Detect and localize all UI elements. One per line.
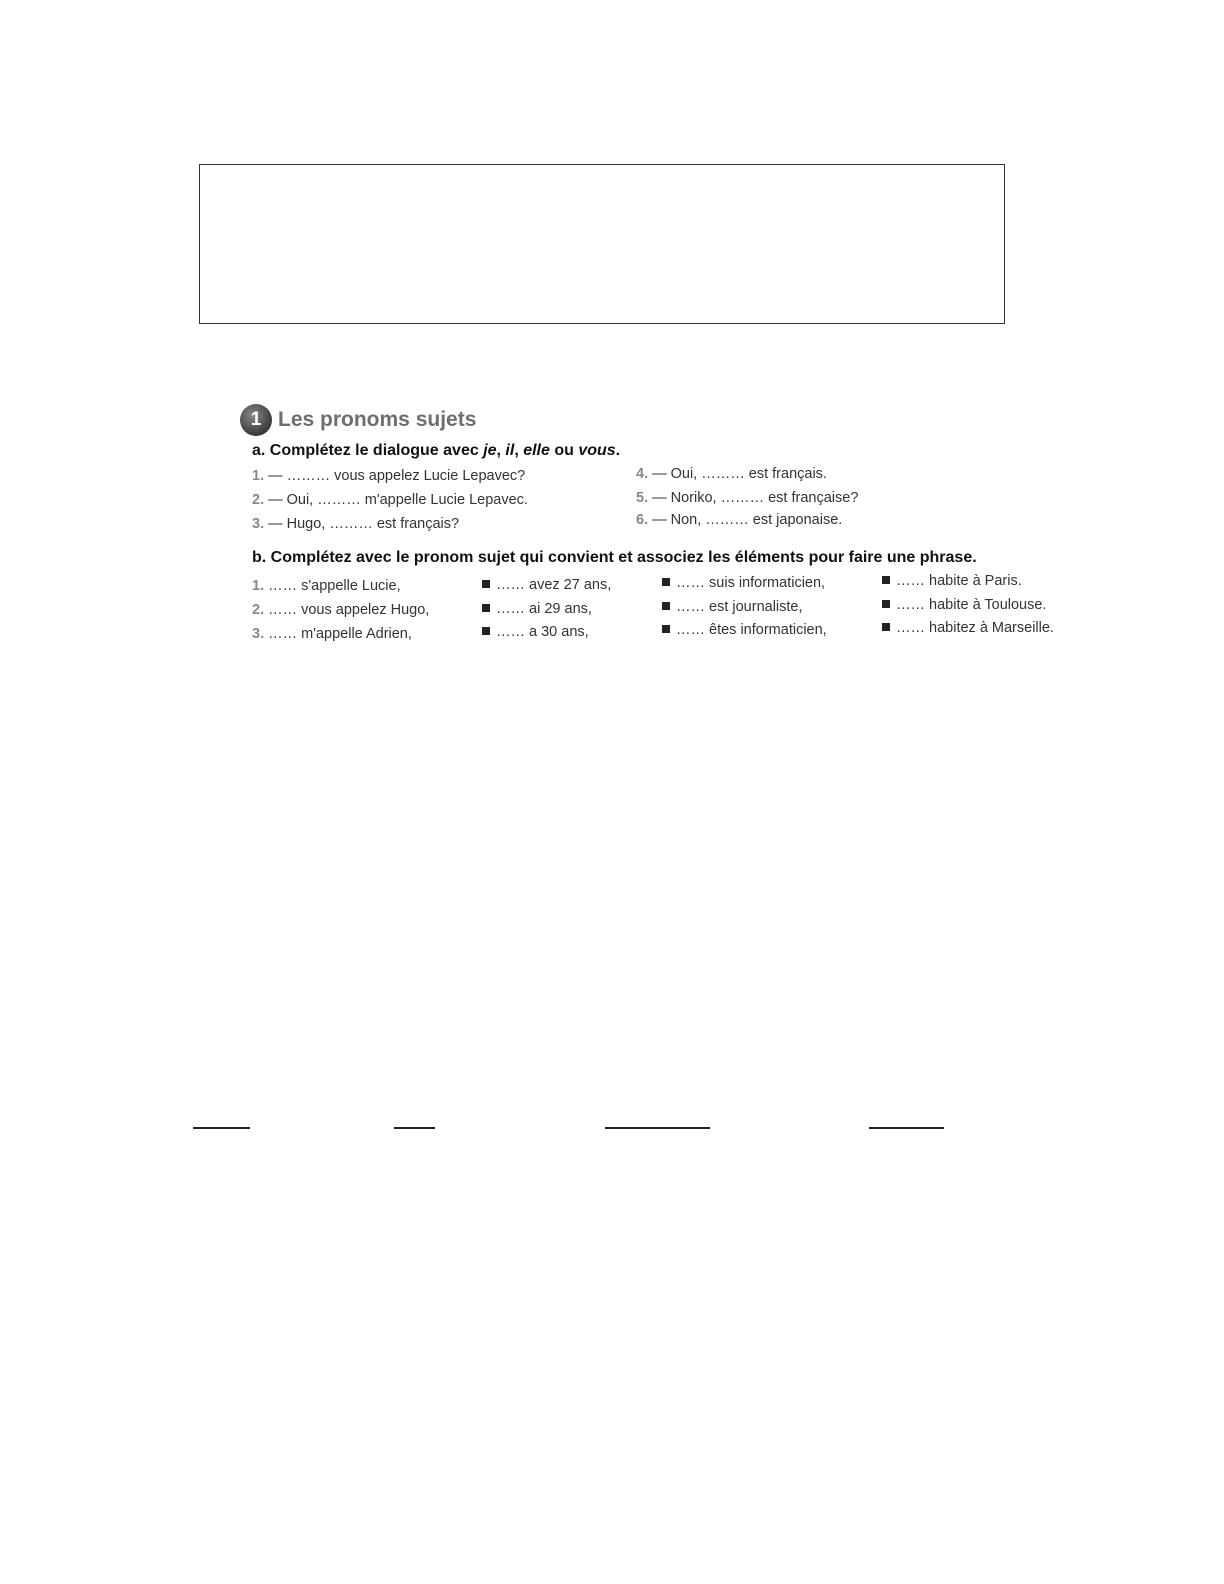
answer-line-3	[605, 1127, 710, 1129]
item-text: …… vous appelez Hugo,	[268, 602, 430, 618]
pronoun-je: je	[483, 442, 497, 459]
dialogue-item-4	[636, 466, 827, 482]
match-col4-item-1	[882, 573, 1022, 589]
match-col4-item-3	[882, 620, 1054, 636]
item-number: 5.	[636, 490, 649, 506]
item-number: 4.	[636, 466, 649, 482]
instruction-b: b. Complétez avec le pronom sujet qui convient et associez les éléments pour faire une phrase.	[252, 549, 977, 566]
dialogue-item-5	[636, 490, 858, 506]
answer-line-1	[193, 1127, 250, 1129]
item-text: — Hugo, ……… est français?	[268, 516, 460, 532]
pronoun-elle: elle	[523, 442, 550, 459]
item-text: …… ai 29 ans,	[496, 601, 592, 617]
instruction-a-suffix: .	[615, 442, 621, 459]
pronoun-vous: vous	[578, 442, 616, 459]
item-text: …… a 30 ans,	[496, 624, 589, 640]
square-bullet-icon	[882, 576, 890, 584]
match-col1-item-2	[252, 602, 429, 618]
item-text: …… êtes informaticien,	[676, 622, 827, 638]
item-number: 3.	[252, 626, 265, 642]
item-number: 1.	[252, 468, 265, 484]
separator: ou	[549, 442, 579, 459]
match-col3-item-2	[662, 599, 803, 615]
match-col3-item-1	[662, 575, 825, 591]
exercise-title: Les pronoms sujets	[278, 408, 477, 431]
separator: ,	[496, 442, 506, 459]
item-number: 1.	[252, 578, 265, 594]
item-text: …… s'appelle Lucie,	[268, 578, 401, 594]
item-number: 2.	[252, 602, 265, 618]
exercise-number-badge: 1	[240, 404, 272, 436]
match-col2-item-3	[482, 624, 589, 640]
answer-line-2	[394, 1127, 435, 1129]
exercise-section	[240, 402, 1070, 642]
item-text: …… suis informaticien,	[676, 575, 826, 591]
item-text: …… m'appelle Adrien,	[268, 626, 412, 642]
item-text: …… habite à Toulouse.	[896, 597, 1047, 613]
item-text: — Non, ……… est japonaise.	[652, 512, 843, 528]
instruction-a-prefix: a. Complétez le dialogue avec	[252, 442, 484, 459]
item-text: — ……… vous appelez Lucie Lepavec?	[268, 468, 526, 484]
square-bullet-icon	[662, 578, 670, 586]
item-text: …… est journaliste,	[676, 599, 803, 615]
blank-header-box	[199, 164, 1005, 324]
dialogue-item-6	[636, 512, 842, 528]
dialogue-item-1	[252, 468, 525, 484]
pronoun-il: il	[505, 442, 515, 459]
item-text: …… habite à Paris.	[896, 573, 1022, 589]
match-col1-item-1	[252, 578, 401, 594]
dialogue-item-2	[252, 492, 528, 508]
item-text: …… habitez à Marseille.	[896, 620, 1054, 636]
match-col2-item-1	[482, 577, 611, 593]
square-bullet-icon	[882, 623, 890, 631]
match-col1-item-3	[252, 626, 412, 642]
answer-line-4	[869, 1127, 944, 1129]
item-text: — Oui, ……… est français.	[652, 466, 827, 482]
separator: ,	[514, 442, 524, 459]
match-col3-item-3	[662, 622, 827, 638]
dialogue-item-3	[252, 516, 459, 532]
match-col2-item-2	[482, 601, 592, 617]
item-text: — Oui, ……… m'appelle Lucie Lepavec.	[268, 492, 528, 508]
item-number: 2.	[252, 492, 265, 508]
item-text: …… avez 27 ans,	[496, 577, 612, 593]
item-number: 6.	[636, 512, 649, 528]
square-bullet-icon	[662, 602, 670, 610]
square-bullet-icon	[482, 580, 490, 588]
item-text: — Noriko, ……… est française?	[652, 490, 859, 506]
item-number: 3.	[252, 516, 265, 532]
square-bullet-icon	[482, 627, 490, 635]
square-bullet-icon	[482, 604, 490, 612]
exercise-heading	[240, 402, 1070, 438]
match-col4-item-2	[882, 597, 1046, 613]
square-bullet-icon	[662, 625, 670, 633]
square-bullet-icon	[882, 600, 890, 608]
instruction-a	[252, 442, 620, 460]
